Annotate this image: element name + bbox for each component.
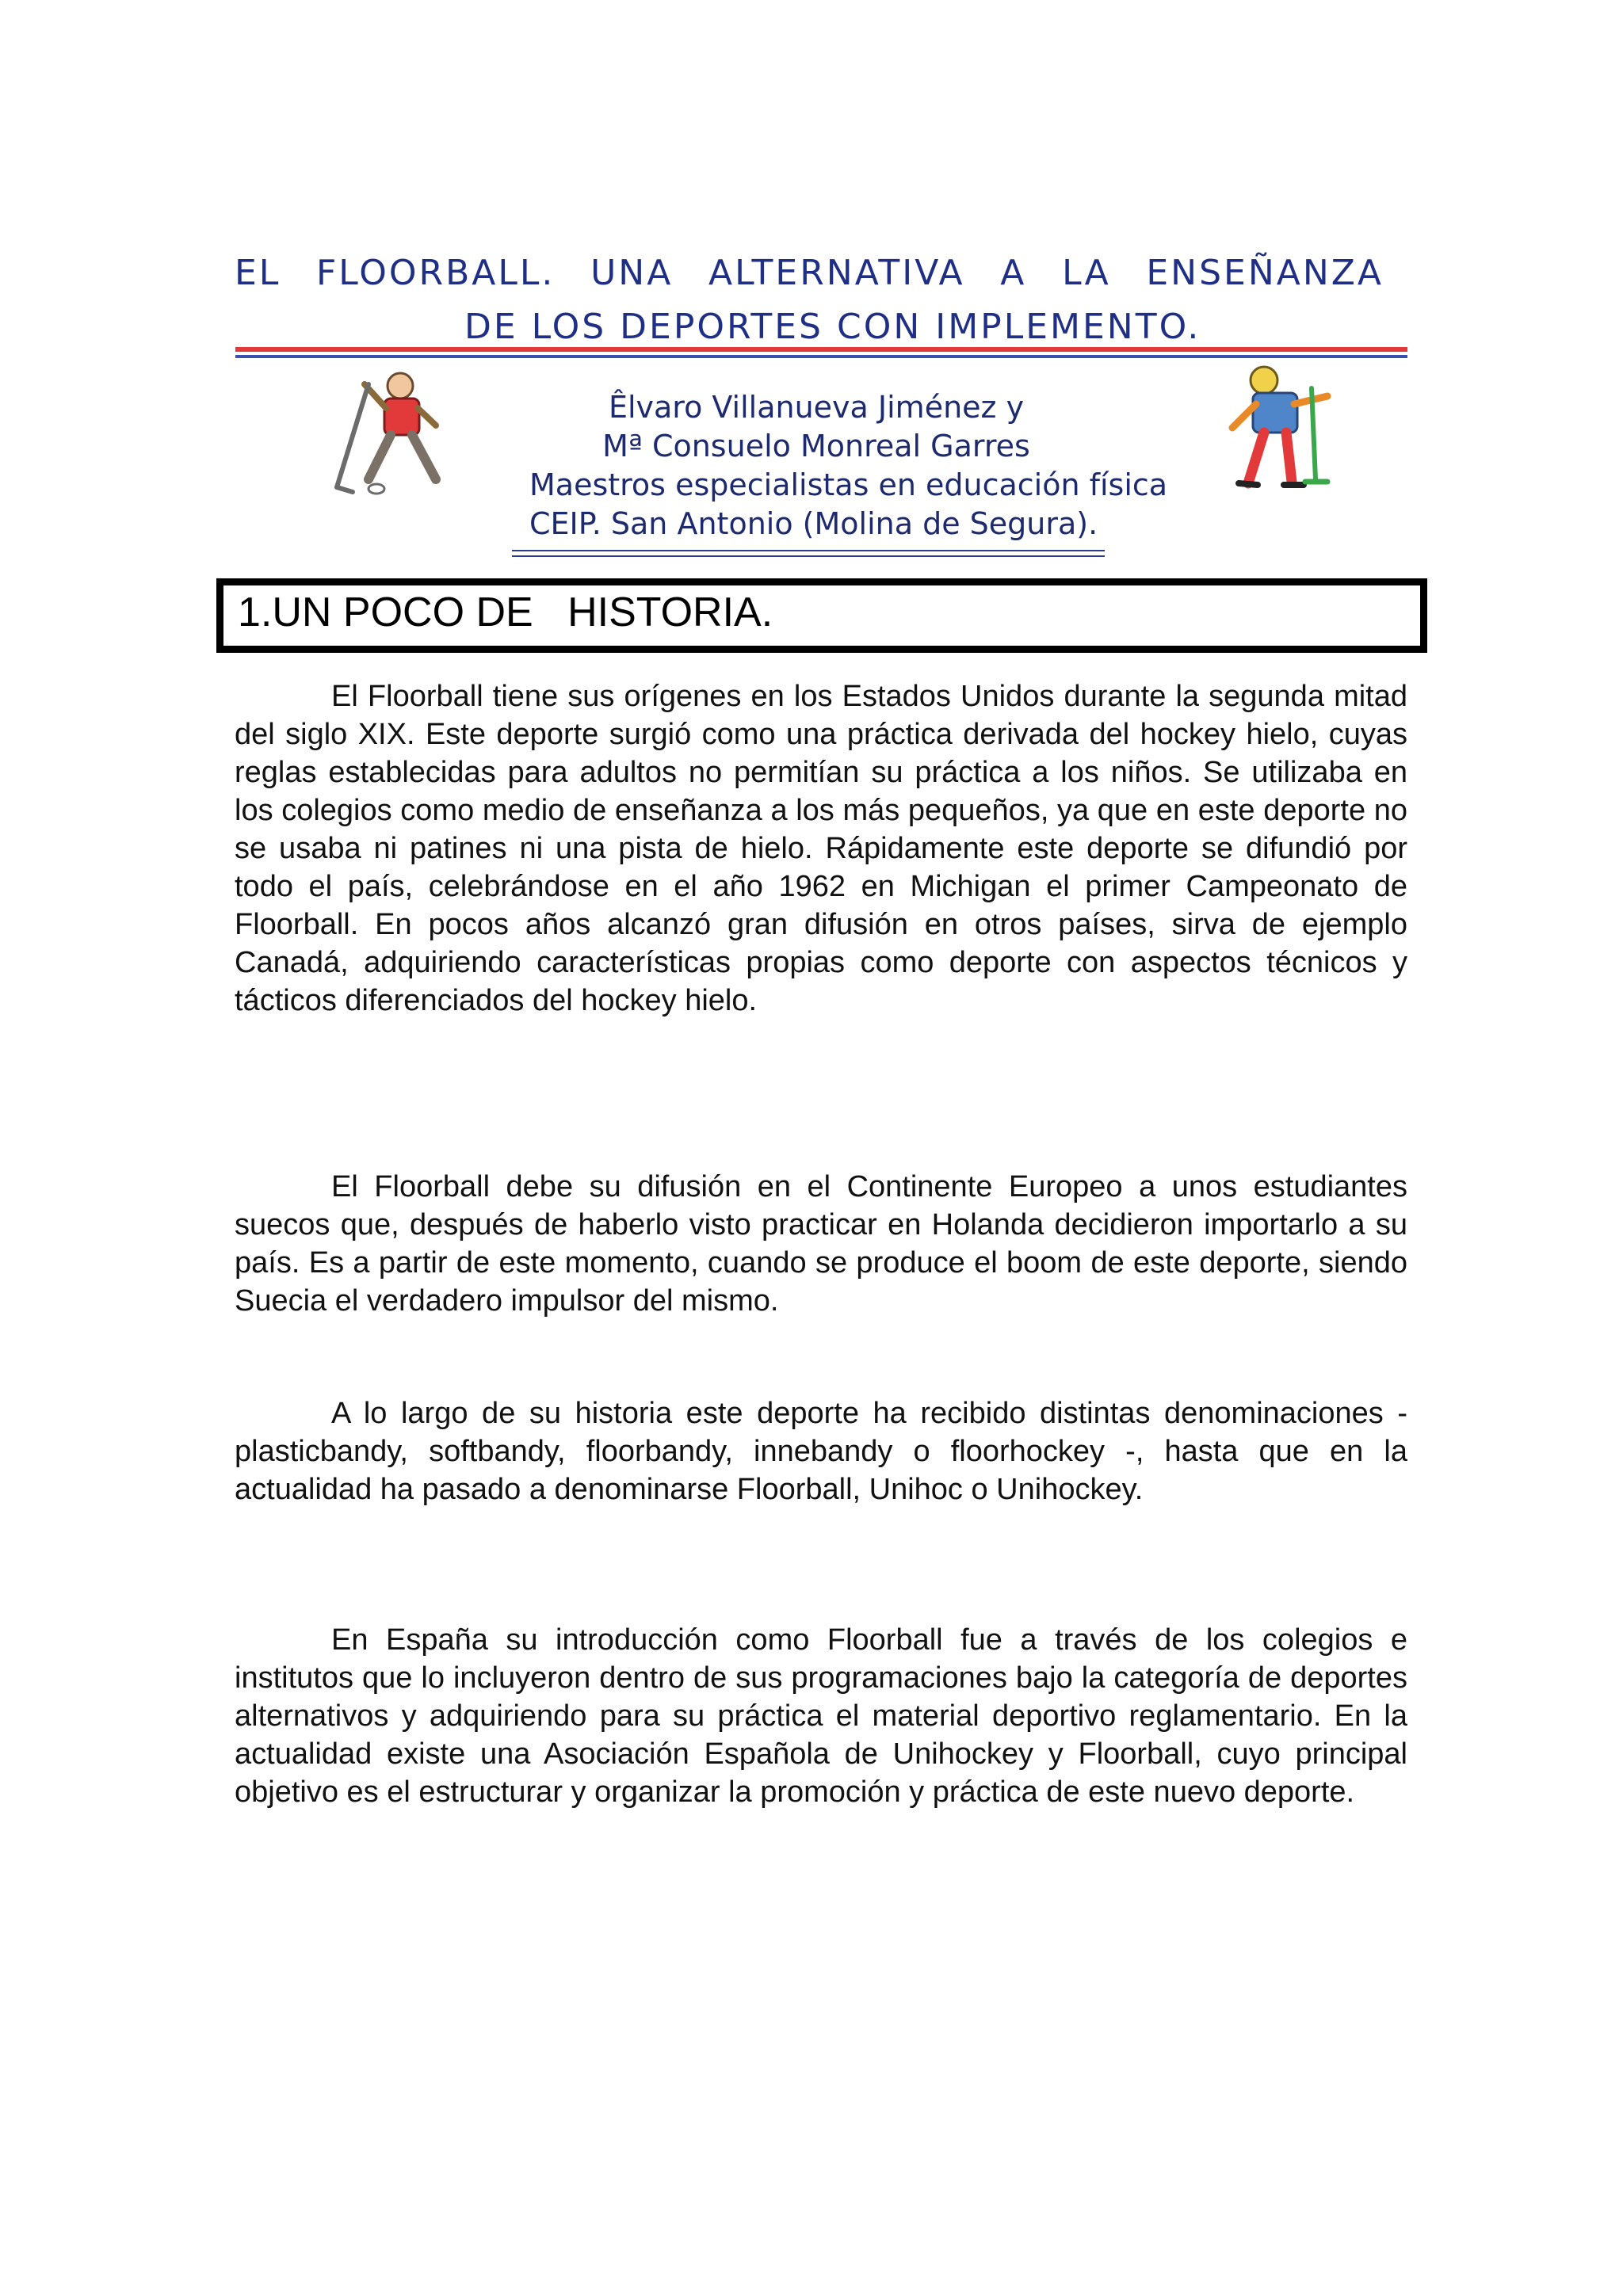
paragraph-text: A lo largo de su historia este deporte ha recibido distintas denominaciones - plasticbandy, softbandy, floorbandy, innebandy o floorhockey -, hasta que en la actualidad ha pasado a denominarse Floorball, Unihoc o Unihockey. — [235, 1397, 1407, 1506]
body-paragraph-3 — [235, 1394, 1407, 1508]
body-paragraph-2 — [235, 1168, 1407, 1320]
hockey-player-left-icon — [321, 368, 460, 499]
title-red-rule — [235, 347, 1407, 352]
author-line-4: CEIP. San Antonio (Molina de Segura). — [529, 506, 1098, 541]
author-line-1: Êlvaro Villanueva Jiménez y — [608, 390, 1025, 425]
section-heading-box — [216, 578, 1427, 653]
author-block — [507, 388, 1168, 543]
title-blue-rule — [235, 355, 1407, 358]
document-title-line-1: EL FLOORBALL. UNA ALTERNATIVA A LA ENSEÑANZA — [235, 253, 1384, 293]
section-heading: 1.UN POCO DE HISTORIA. — [238, 589, 773, 635]
paragraph-text: El Floorball tiene sus orígenes en los Estados Unidos durante la segunda mitad del siglo XIX. Este deporte surgió como una práctica derivada del hockey hielo, cuyas reglas establecidas para adultos no permitían su práctica a los niños. Se utilizaba en los colegios como medio de enseñanza a los más pequeños, ya que en este deporte no se usaba ni patines ni una pista de hielo. Rápidamente este deporte se difundió por todo el país, celebrándose en el año 1962 en Michigan el primer Campeonato de Floorball. En pocos años alcanzó gran difusión en otros países, sirva de ejemplo Canadá, adquiriendo características propias como deporte con aspectos técnicos y tácticos diferenciados del hockey hielo. — [235, 680, 1407, 1017]
hockey-player-right-icon — [1216, 364, 1355, 495]
paragraph-text: El Floorball debe su difusión en el Continente Europeo a unos estudiantes suecos que, después de haberlo visto practicar en Holanda decidieron importarlo a su país. Es a partir de este momento, cuando se produce el boom de este deporte, siendo Suecia el verdadero impulsor del mismo. — [235, 1170, 1407, 1318]
paragraph-text: En España su introducción como Floorball fue a través de los colegios e institutos que lo incluyeron dentro de sus programaciones bajo la categoría de deportes alternativos y adquiriendo para su práctica el material deportivo reglamentario. En la actualidad existe una Asociación Española de Unihockey y Floorball, cuyo principal objetivo es el estructurar y organizar la promoción y práctica de este nuevo deporte. — [235, 1623, 1407, 1809]
author-line-2: Mª Consuelo Monreal Garres — [602, 429, 1030, 463]
document-title-line-2: DE LOS DEPORTES CON IMPLEMENTO. — [464, 307, 1201, 347]
author-line-3: Maestros especialistas en educación física — [529, 467, 1168, 502]
author-rule-bottom — [512, 555, 1105, 557]
author-rule-top — [512, 550, 1105, 551]
body-paragraph-1 — [235, 677, 1407, 1020]
body-paragraph-4 — [235, 1621, 1407, 1811]
